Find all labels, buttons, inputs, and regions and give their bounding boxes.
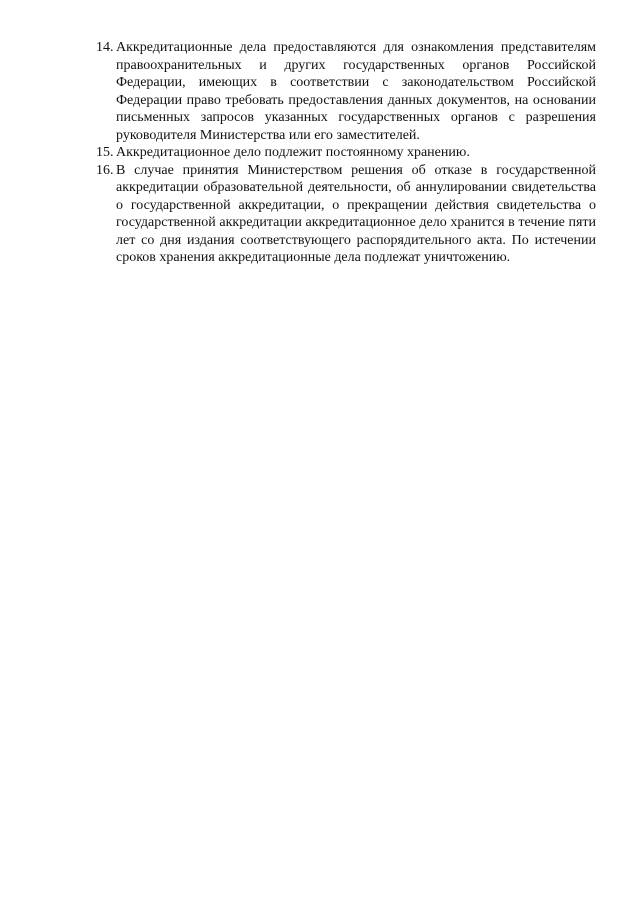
list-item <box>96 144 596 162</box>
numbered-list <box>96 39 596 267</box>
item-text: Аккредитационное дело подлежит постоянному хранению. <box>116 145 470 160</box>
item-text: Аккредитационные дела предоставляются для ознакомления представителям правоохранительных и других государственных органов Российской Федерации, имеющих в соответствии с законодательством Российской Федерации право требовать предоставления данных документов, на основании письменных запросов указанных государственных органов с разрешения руководителя Министерства или его заместителей. <box>116 40 596 143</box>
item-number: 15. <box>96 145 114 160</box>
item-text: В случае принятия Министерством решения об отказе в государственной аккредитации образовательной деятельности, об аннулировании свидетельства о государственной аккредитации, о прекращении действия свидетельства о государственной аккредитации аккредитационное дело хранится в течение пяти лет со дня издания соответствующего распорядительного акта. По истечении сроков хранения аккредитационные дела подлежат уничтожению. <box>116 162 596 265</box>
item-number: 16. <box>96 162 114 178</box>
list-item <box>96 162 596 267</box>
item-number: 14. <box>96 40 114 55</box>
list-item <box>96 39 596 144</box>
